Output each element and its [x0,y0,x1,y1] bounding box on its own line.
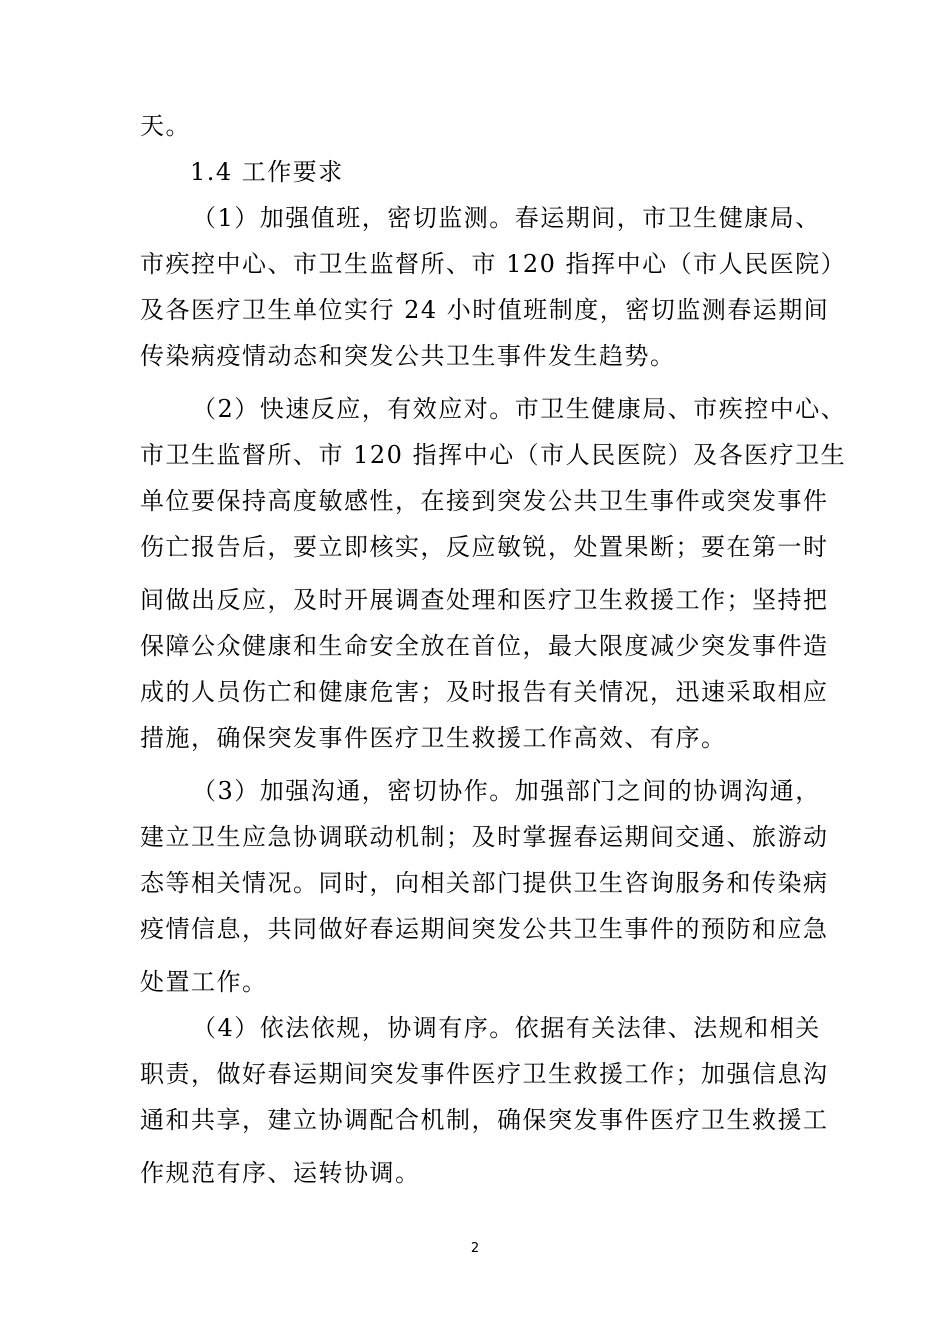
text-line-21: 职责，做好春运期间突发事件医疗卫生救援工作；加强信息沟 [140,1060,829,1088]
text-line-13: 成的人员伤亡和健康危害；及时报告有关情况，迅速采取相应 [140,678,829,706]
text-line-15: （3）加强沟通，密切协作。加强部门之间的协调沟通， [192,777,821,805]
text-line-9: 单位要保持高度敏感性，在接到突发公共卫生事件或突发事件 [140,487,829,515]
text-line-10: 伤亡报告后，要立即核实，反应敏锐，处置果断；要在第一时 [140,533,829,561]
text-line-23: 作规范有序、运转协调。 [140,1159,421,1187]
text-line-3: （1）加强值班，密切监测。春运期间，市卫生健康局、 [192,204,821,232]
text-line-11: 间做出反应，及时开展调查处理和医疗卫生救援工作；坚持把 [140,586,829,614]
text-line-7: （2）快速反应，有效应对。市卫生健康局、市疾控中心、 [192,395,847,423]
text-line-6: 传染病疫情动态和突发公共卫生事件发生趋势。 [140,342,676,370]
text-line-1: 天。 [140,112,191,140]
text-line-16: 建立卫生应急协调联动机制；及时掌握春运期间交通、旅游动 [140,823,829,851]
text-line-12: 保障公众健康和生命安全放在首位，最大限度减少突发事件造 [140,632,829,660]
text-line-14: 措施，确保突发事件医疗卫生救援工作高效、有序。 [140,724,727,752]
text-line-4: 市疾控中心、市卫生监督所、市 120 指挥中心（市人民医院） [140,250,847,278]
text-line-8: 市卫生监督所、市 120 指挥中心（市人民医院）及各医疗卫生 [140,441,847,469]
text-line-17: 态等相关情况。同时，向相关部门提供卫生咨询服务和传染病 [140,869,829,897]
text-line-5: 及各医疗卫生单位实行 24 小时值班制度，密切监测春运期间 [140,296,830,324]
page-number: 2 [470,1241,480,1256]
text-line-19: 处置工作。 [140,968,268,996]
text-line-22: 通和共享，建立协调配合机制，确保突发事件医疗卫生救援工 [140,1106,829,1134]
section-heading: 1.4 工作要求 [190,158,344,186]
text-line-20: （4）依法依规，协调有序。依据有关法律、法规和相关 [192,1014,821,1042]
text-line-18: 疫情信息，共同做好春运期间突发公共卫生事件的预防和应急 [140,915,829,943]
